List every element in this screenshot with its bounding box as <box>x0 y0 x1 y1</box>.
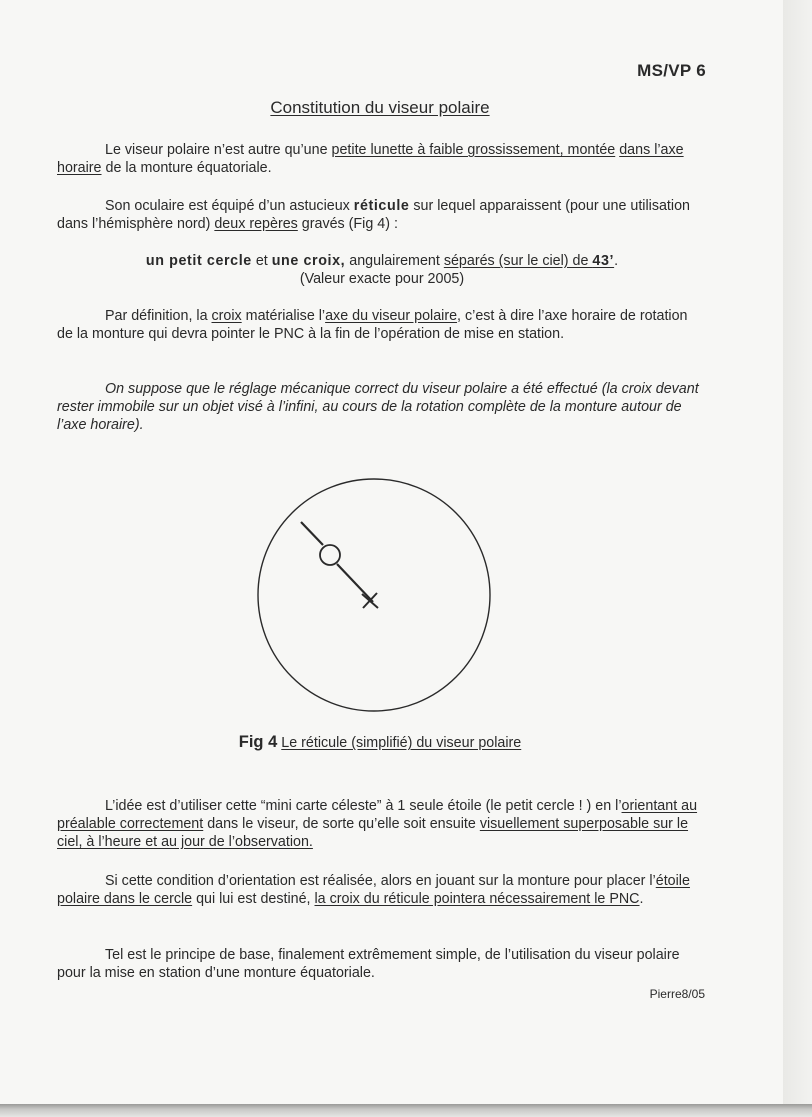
p3-bold-croix: une croix, <box>271 253 346 269</box>
p2-bold-reticule: réticule <box>353 198 410 214</box>
p1-text-a: Le viseur polaire n’est autre qu’une <box>105 142 332 158</box>
page-edge-shadow <box>783 0 812 1117</box>
p3-angle-value: 43’ <box>592 253 615 269</box>
p3-underline <box>444 253 614 269</box>
paragraph-7 <box>57 872 707 908</box>
p6-text-a: L’idée est d’utiliser cette “mini carte céleste” à 1 seule étoile (le petit cercle ! ) en l’ <box>105 798 622 814</box>
p4-underline-croix: croix <box>211 308 242 324</box>
figure-caption <box>0 733 760 752</box>
p2-text-c: gravés (Fig 4) : <box>297 216 398 232</box>
p4-text-b: matérialise l’ <box>241 308 326 324</box>
p1-underline-2: dans l’axe horaire <box>57 142 684 176</box>
page-reference: MS/VP 6 <box>637 61 706 80</box>
p3-bold-cercle: un petit cercle <box>145 253 252 269</box>
p7-text-b: qui lui est destiné, <box>192 891 315 907</box>
figure-caption-text: Le réticule (simplifié) du viseur polaire <box>281 735 522 751</box>
p7-underline-1: étoile polaire dans le cercle <box>57 873 690 907</box>
p5-text: On suppose que le réglage mécanique correct du viseur polaire a été effectué (la croix devant rester immobile sur un objet visé à l’infini, au cours de la rotation complète de la monture autour de l’axe horaire). <box>57 381 699 433</box>
title-text: Constitution du viseur polaire <box>270 98 490 117</box>
p3-text-d: . <box>614 253 619 269</box>
p2-text-a: Son oculaire est équipé d’un astucieux <box>105 198 354 214</box>
p3-text-a: et <box>251 253 272 269</box>
figure-label: Fig 4 <box>238 733 278 751</box>
p4-text-a: Par définition, la <box>105 308 212 324</box>
p1-text-b: de la monture équatoriale. <box>101 160 272 176</box>
p7-underline-2: la croix du réticule pointera nécessairement le PNC <box>314 891 640 907</box>
p1-underline-1: petite lunette à faible grossissement, montée <box>331 142 616 158</box>
p7-text-c: . <box>639 891 644 907</box>
paragraph-4 <box>57 307 707 343</box>
paragraph-8 <box>57 946 707 982</box>
page-title <box>0 98 760 118</box>
paragraph-6 <box>57 797 707 851</box>
reticle-figure <box>254 475 494 715</box>
p6-underline-2: visuellement superposable sur le ciel, à l’heure et au jour de l’observation. <box>57 816 689 850</box>
signature: Pierre8/05 <box>649 987 705 1001</box>
polaris-small-circle <box>320 545 340 565</box>
p3-text-c: angulairement <box>345 253 444 269</box>
p2-text-b: sur lequel apparaissent (pour une utilisation dans l’hémisphère nord) <box>57 198 690 232</box>
paragraph-1 <box>57 141 707 177</box>
p4-text-c: , c’est à dire l’axe horaire de rotation de la monture qui devra pointer le PNC à la fin de l’opération de mise en station. <box>57 308 688 342</box>
page-bottom-shadow <box>0 1104 812 1117</box>
p6-text-b: dans le viseur, de sorte qu’elle soit ensuite <box>203 816 480 832</box>
p8-text: Tel est le principe de base, finalement extrêmement simple, de l’utilisation du viseur polaire pour la mise en station d’une monture équatoriale. <box>57 947 680 981</box>
p7-text-a: Si cette condition d’orientation est réalisée, alors en jouant sur la monture pour placer l’ <box>105 873 656 889</box>
reticle-line-lower <box>337 564 373 602</box>
p2-underline: deux repères <box>214 216 298 232</box>
p3-underline-text: séparés (sur le ciel) de <box>443 253 593 269</box>
paragraph-3 <box>57 252 707 288</box>
paragraph-5 <box>57 380 707 434</box>
p6-underline-1: orientant au préalable correctement <box>57 798 698 832</box>
p3-note: (Valeur exacte pour 2005) <box>299 271 465 287</box>
paragraph-2 <box>57 197 707 233</box>
p4-underline-axe: axe du viseur polaire <box>325 308 458 324</box>
reticle-line-upper <box>301 522 323 545</box>
